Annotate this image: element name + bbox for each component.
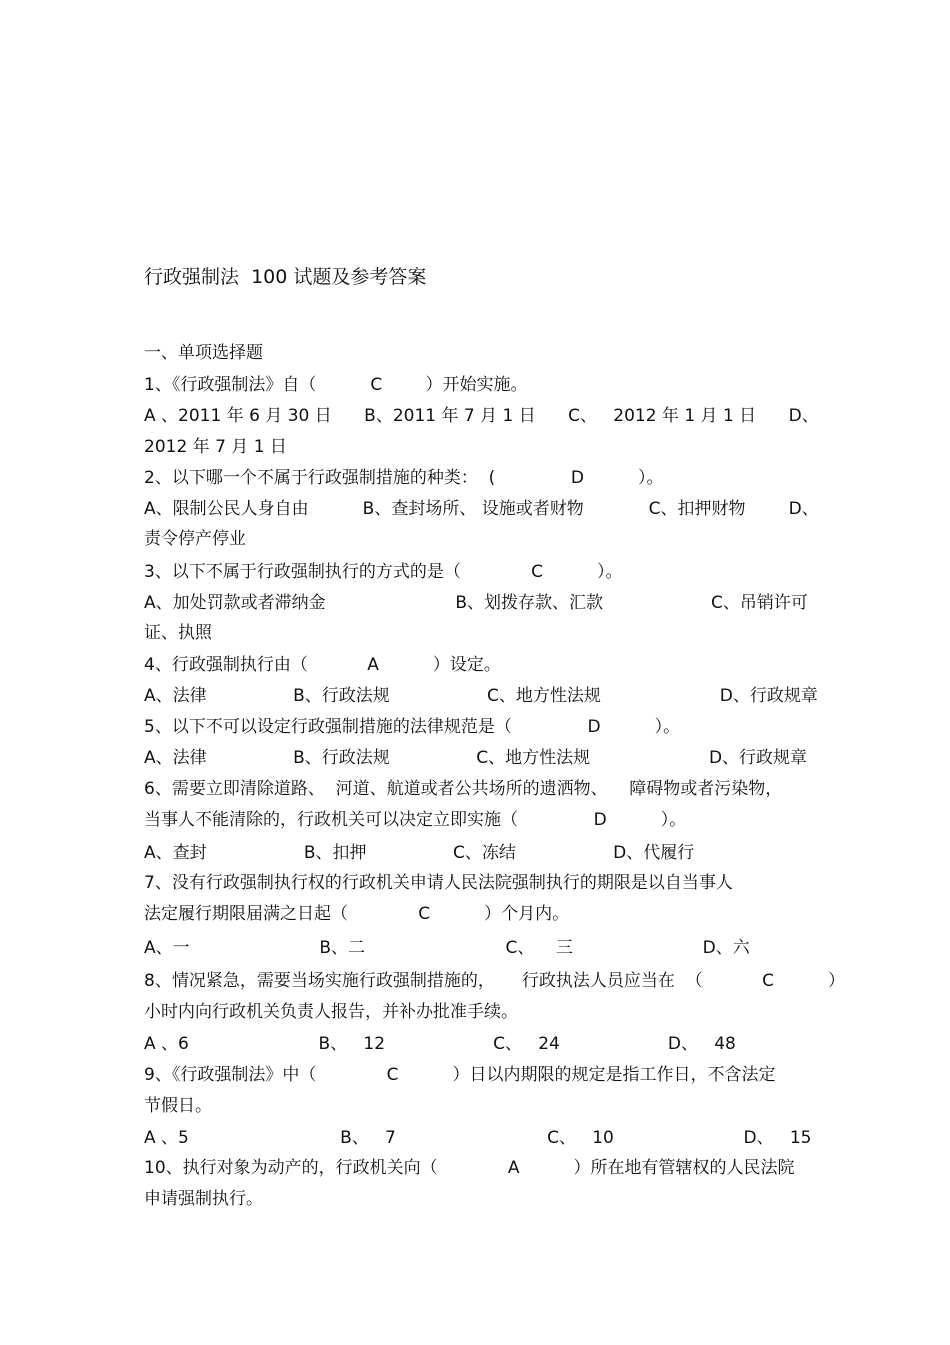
question-line: 5、以下不可以设定行政强制措施的法律规范是（ D ）。 bbox=[144, 717, 681, 737]
question-line: 小时内向行政机关负责人报告，并补办批准手续。 bbox=[144, 1002, 518, 1022]
document-title: 行政强制法 100 试题及参考答案 bbox=[144, 266, 427, 288]
options-line: A 、2011 年 6 月 30 日 B、2011 年 7 月 1 日 C、 2012 年 1 月 1 日 D、 bbox=[144, 406, 819, 426]
question-line: 10、执行对象为动产的，行政机关向（ A ）所在地有管辖权的人民法院 bbox=[144, 1158, 795, 1178]
options-line: A、加处罚款或者滞纳金 B、划拨存款、汇款 C、吊销许可 bbox=[144, 593, 808, 613]
question-line: 当事人不能清除的，行政机关可以决定立即实施（ D ）。 bbox=[144, 810, 687, 830]
options-line: A 、6 B、 12 C、 24 D、 48 bbox=[144, 1034, 736, 1054]
question-line: 9、《行政强制法》中（ C ）日以内期限的规定是指工作日，不含法定 bbox=[144, 1065, 776, 1085]
options-line: A、查封 B、扣押 C、冻结 D、代履行 bbox=[144, 843, 695, 863]
options-line: A、一 B、二 C、 三 D、六 bbox=[144, 938, 750, 958]
question-line: 4、行政强制执行由（ A ）设定。 bbox=[144, 655, 501, 675]
options-line: A、法律 B、行政法规 C、地方性法规 D、行政规章 bbox=[144, 686, 818, 706]
question-line: 7、没有行政强制执行权的行政机关申请人民法院强制执行的期限是以自当事人 bbox=[144, 873, 733, 893]
question-line: 2、以下哪一个不属于行政强制措施的种类： ( D ）。 bbox=[144, 468, 664, 488]
options-line: 证、执照 bbox=[144, 623, 212, 643]
options-line: A、法律 B、行政法规 C、地方性法规 D、行政规章 bbox=[144, 748, 808, 768]
question-line: 申请强制执行。 bbox=[144, 1189, 263, 1209]
section-heading: 一、单项选择题 bbox=[144, 343, 263, 363]
question-line: 节假日。 bbox=[144, 1096, 212, 1116]
options-line: 2012 年 7 月 1 日 bbox=[144, 437, 287, 457]
options-line: A 、5 B、 7 C、 10 D、 15 bbox=[144, 1128, 812, 1148]
options-line: 责令停产停业 bbox=[144, 529, 246, 549]
options-line: A、限制公民人身自由 B、查封场所、 设施或者财物 C、扣押财物 D、 bbox=[144, 499, 819, 519]
question-line: 3、以下不属于行政强制执行的方式的是（ C ）。 bbox=[144, 562, 623, 582]
question-line: 8、情况紧急，需要当场实施行政强制措施的， 行政执法人员应当在 （ C ） bbox=[144, 971, 845, 991]
question-line: 6、需要立即清除道路、 河道、航道或者公共场所的遗洒物、 障碍物或者污染物， bbox=[144, 779, 783, 799]
question-line: 1、《行政强制法》自（ C ）开始实施。 bbox=[144, 375, 528, 395]
question-line: 法定履行期限届满之日起（ C ）个月内。 bbox=[144, 904, 570, 924]
